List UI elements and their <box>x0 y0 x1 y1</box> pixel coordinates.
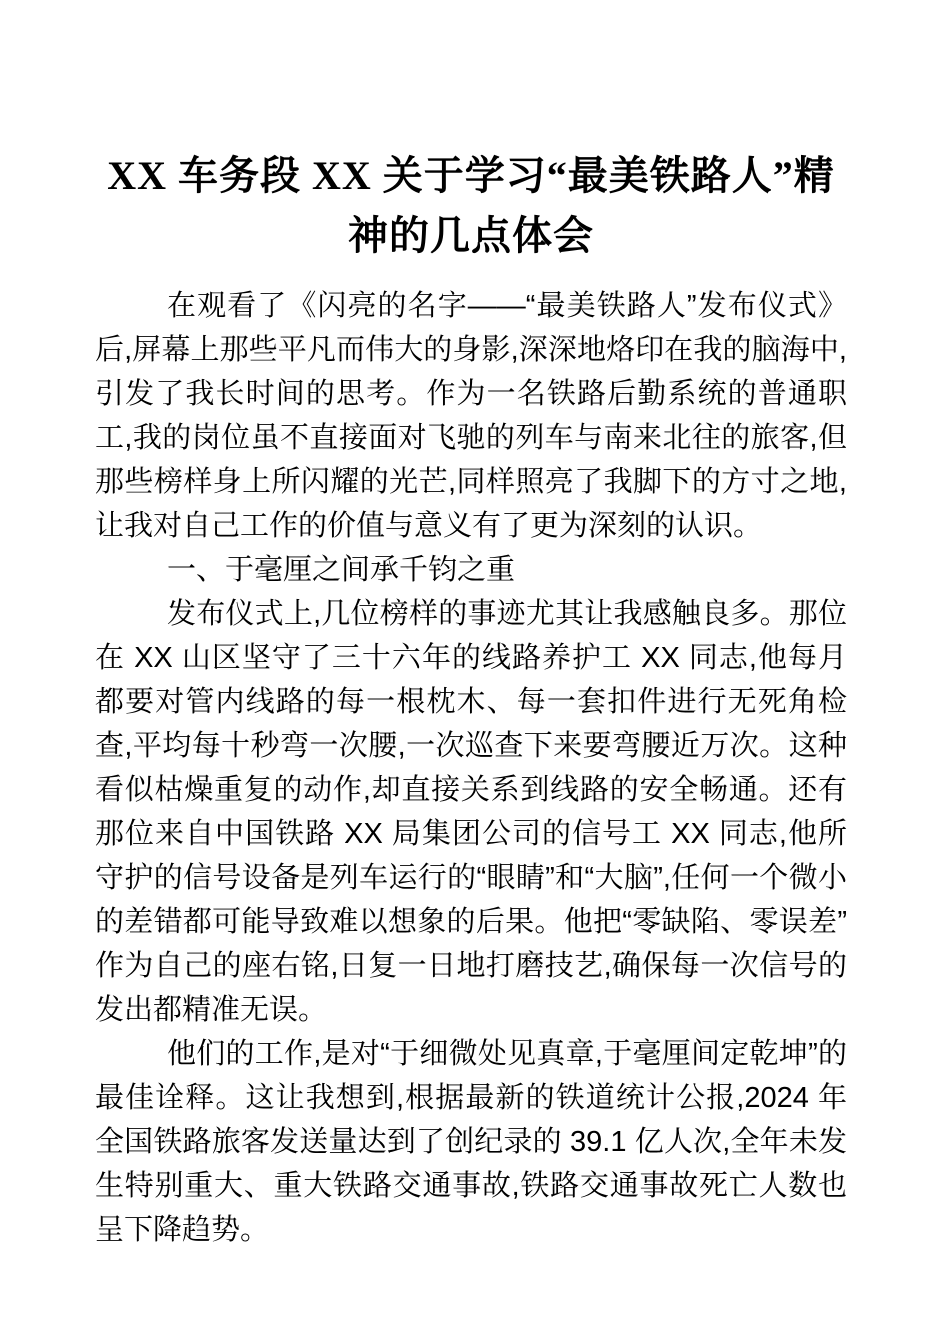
document-body <box>95 284 847 1252</box>
body-paragraph: 发布仪式上,几位榜样的事迹尤其让我感触良多。那位在 XX 山区坚守了三十六年的线路养护工 XX 同志,他每月都要对管内线路的每一根枕木、每一套扣件进行无死角检查,平均每十秒弯一次腰,一次巡查下来要弯腰近万次。这种看似枯燥重复的动作,却直接关系到线路的安全畅通。还有那位来自中国铁路 XX 局集团公司的信号工 XX 同志,他所守护的信号设备是列车运行的“眼睛”和“大脑”,任何一个微小的差错都可能导致难以想象的后果。他把“零缺陷、零误差”作为自己的座右铭,日复一日地打磨技艺,确保每一次信号的发出都精准无误。 <box>95 598 847 1026</box>
document-title: XX 车务段 XX 关于学习“最美铁路人”精神的几点体会 <box>107 153 835 258</box>
body-paragraph: 在观看了《闪亮的名字——“最美铁路人”发布仪式》后,屏幕上那些平凡而伟大的身影,深深地烙印在我的脑海中,引发了我长时间的思考。作为一名铁路后勤系统的普通职工,我的岗位虽不直接面对飞驰的列车与南来北往的旅客,但那些榜样身上所闪耀的光芒,同样照亮了我脚下的方寸之地,让我对自己工作的价值与意义有了更为深刻的认识。 <box>95 290 847 542</box>
section-heading: 一、于毫厘之间承千钧之重 <box>167 554 516 586</box>
body-paragraph: 他们的工作,是对“于细微处见真章,于毫厘间定乾坤”的最佳诠释。这让我想到,根据最新的铁道统计公报,2024 年全国铁路旅客发送量达到了创纪录的 39.1 亿人次,全年未发生特别重大、重大铁路交通事故,铁路交通事故死亡人数也呈下降趋势。 <box>95 1038 847 1246</box>
